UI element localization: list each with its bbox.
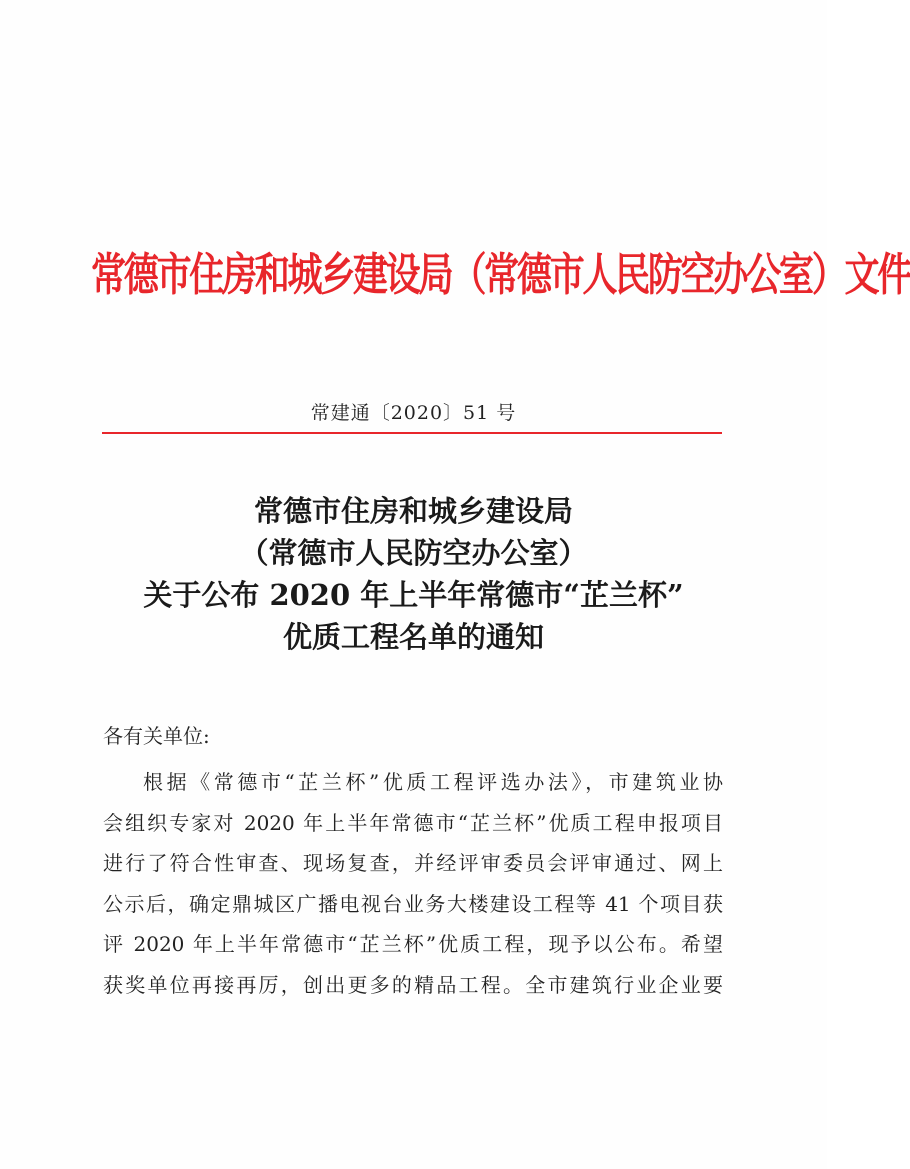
notice-title xyxy=(0,490,827,658)
paragraph-line: 进行了符合性审查、现场复查，并经评审委员会评审通过、网上 xyxy=(103,851,723,875)
red-divider-line xyxy=(102,432,722,434)
salutation: 各有关单位: xyxy=(103,724,210,748)
notice-title-line: 优质工程名单的通知 xyxy=(282,620,544,654)
issuer-header-title: 常德市住房和城乡建设局（常德市人民防空办公室）文件 xyxy=(90,248,910,301)
notice-title-line: （常德市人民防空办公室） xyxy=(239,536,588,570)
document-number: 常建通〔2020〕51 号 xyxy=(310,402,517,424)
paragraph-line: 获奖单位再接再厉，创出更多的精品工程。全市建筑行业企业要 xyxy=(103,972,723,997)
paragraph-line: 根据《常德市“芷兰杯”优质工程评选办法》，市建筑业协 xyxy=(143,770,723,794)
notice-title-line: 常德市住房和城乡建设局 xyxy=(253,494,573,528)
paragraph-line: 评 2020 年上半年常德市“芷兰杯”优质工程，现予以公布。希望 xyxy=(103,932,723,956)
body-paragraph xyxy=(103,762,723,1005)
notice-title-line: 关于公布 2020 年上半年常德市“芷兰杯” xyxy=(143,578,684,612)
paragraph-line: 会组织专家对 2020 年上半年常德市“芷兰杯”优质工程申报项目 xyxy=(103,810,723,835)
paragraph-line: 公示后，确定鼎城区广播电视台业务大楼建设工程等 41 个项目获 xyxy=(103,891,723,916)
